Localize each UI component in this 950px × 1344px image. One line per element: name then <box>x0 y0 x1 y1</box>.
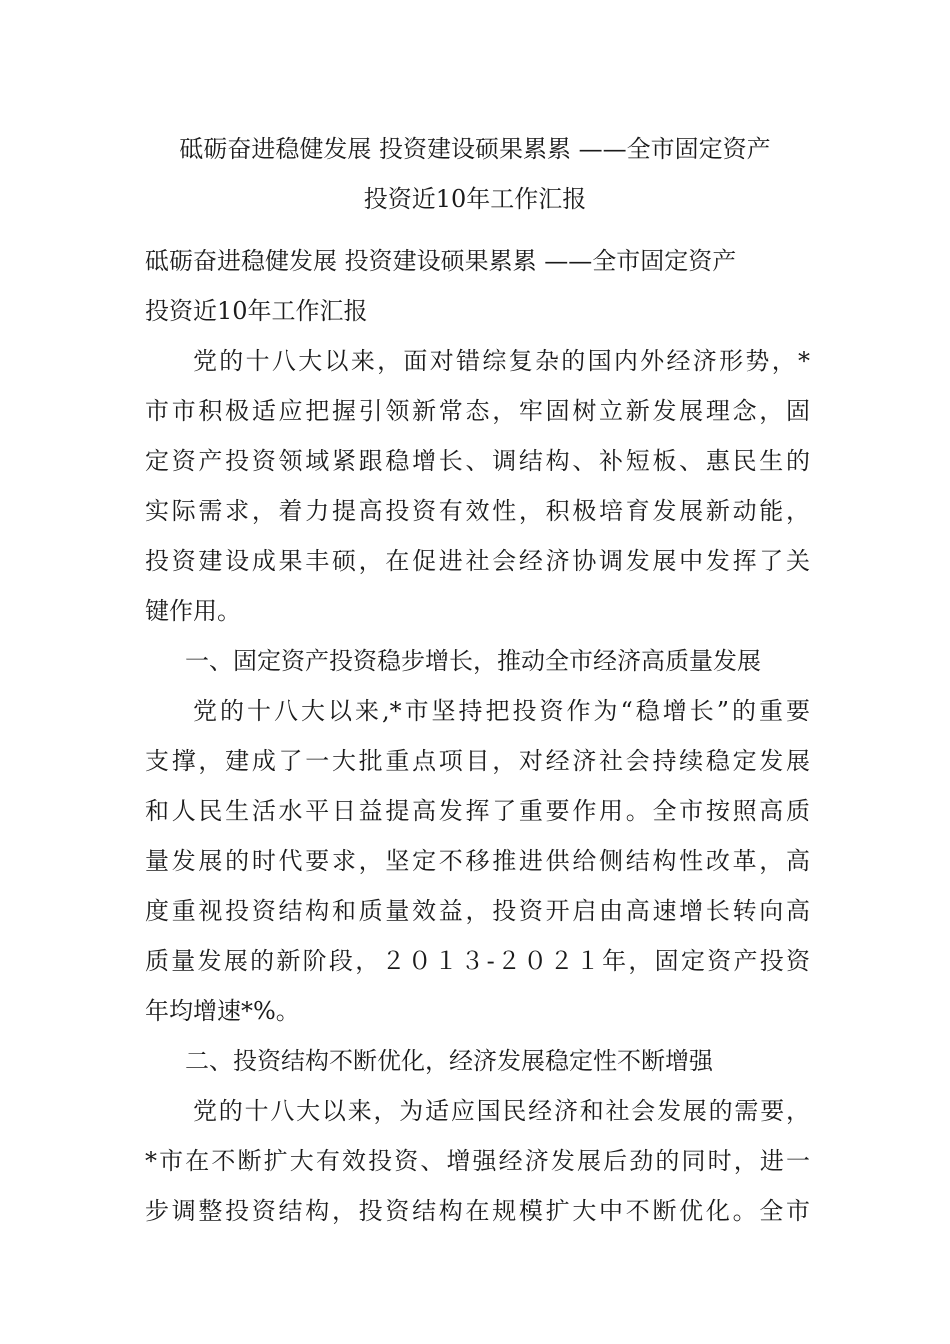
document-body <box>145 236 810 1236</box>
document-title-line-1: 砥砺奋进稳健发展 投资建设硕果累累 ——全市固定资产 <box>179 135 771 163</box>
document-title-line-2: 投资近10年工作汇报 <box>363 185 587 213</box>
paragraph-3-line: 党的十八大以来，为适应国民经济和社会发展的需要， <box>193 1097 810 1125</box>
section-heading-1: 一、固定资产投资稳步增长，推动全市经济高质量发展 <box>185 647 761 675</box>
subtitle-line-1: 砥砺奋进稳健发展 投资建设硕果累累 ——全市固定资产 <box>145 247 737 275</box>
paragraph-3-line: *市在不断扩大有效投资、增强经济发展后劲的同时，进一 <box>145 1147 810 1175</box>
paragraph-2-line: 党的十八大以来,*市坚持把投资作为“稳增长”的重要 <box>193 697 810 725</box>
paragraph-3 <box>145 1086 810 1236</box>
paragraph-2-line: 支撑，建成了一大批重点项目，对经济社会持续稳定发展 <box>145 747 810 775</box>
paragraph-2-line: 度重视投资结构和质量效益，投资开启由高速增长转向高 <box>145 897 810 925</box>
paragraph-1-line: 键作用。 <box>145 597 241 625</box>
paragraph-1-line: 投资建设成果丰硕，在促进社会经济协调发展中发挥了关 <box>145 547 810 575</box>
paragraph-1 <box>145 336 810 636</box>
paragraph-2-line: 年均增速*%。 <box>145 997 300 1025</box>
section-heading-2: 二、投资结构不断优化，经济发展稳定性不断增强 <box>185 1047 713 1075</box>
paragraph-2-line: 和人民生活水平日益提高发挥了重要作用。全市按照高质 <box>145 797 810 825</box>
paragraph-2-line: 质量发展的新阶段，２０１３-２０２１年，固定资产投资 <box>145 947 810 975</box>
paragraph-2 <box>145 686 810 1036</box>
paragraph-2-line: 量发展的时代要求，坚定不移推进供给侧结构性改革，高 <box>145 847 810 875</box>
paragraph-1-line: 实际需求，着力提高投资有效性，积极培育发展新动能， <box>145 497 810 525</box>
paragraph-1-line: 党的十八大以来，面对错综复杂的国内外经济形势，* <box>193 347 810 375</box>
paragraph-1-line: 市市积极适应把握引领新常态，牢固树立新发展理念，固 <box>145 397 810 425</box>
paragraph-1-line: 定资产投资领域紧跟稳增长、调结构、补短板、惠民生的 <box>145 447 810 475</box>
paragraph-3-line: 步调整投资结构，投资结构在规模扩大中不断优化。全市 <box>145 1197 810 1225</box>
subtitle-line-2: 投资近10年工作汇报 <box>145 297 368 325</box>
